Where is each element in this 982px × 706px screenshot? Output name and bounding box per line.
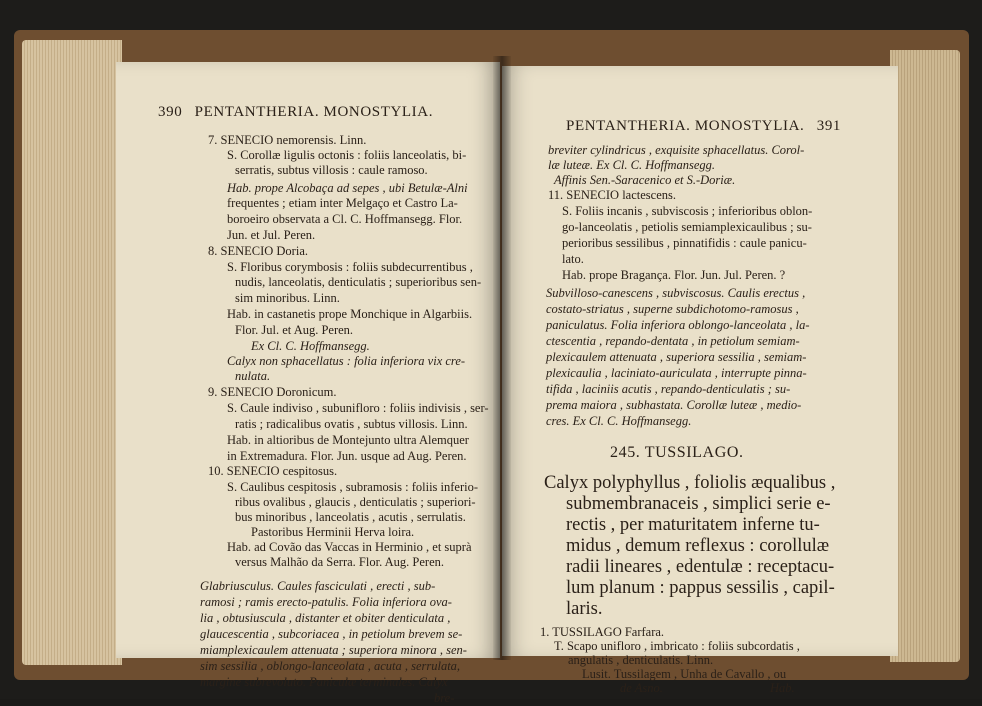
right-running-title: PENTANTHERIA. MONOSTYLIA. <box>566 118 805 134</box>
catchword: bre- <box>434 691 455 705</box>
left-page-header <box>158 104 433 121</box>
text-line: go-lanceolatis , petiolis semiamplexicaulibus ; su- <box>562 220 812 234</box>
text-line: læ luteæ. Ex Cl. C. Hoffmansegg. <box>548 158 716 172</box>
text-line: prema maiora , subhastata. Corollæ luteæ , medio- <box>546 398 802 412</box>
text-line: Affinis Sen.-Saracenico et S.-Doriæ. <box>554 173 736 187</box>
text-line: S. Caulibus cespitosis , subramosis : foliis inferio- <box>227 480 479 494</box>
left-page <box>116 62 500 705</box>
right-page <box>502 66 898 695</box>
left-running-title: PENTANTHERIA. MONOSTYLIA. <box>194 104 434 120</box>
text-line: 10. SENECIO cespitosus. <box>208 464 338 478</box>
text-line: 9. SENECIO Doronicum. <box>208 385 337 399</box>
text-line: breviter cylindricus , exquisite sphacellatus. Corol- <box>548 143 805 157</box>
text-line: Pastoribus Herminii Herva loira. <box>251 525 415 539</box>
genus-description-line: Calyx polyphyllus , foliolis æqualibus , <box>544 473 836 493</box>
text-line: versus Malhão da Serra. Flor. Aug. Peren. <box>235 555 444 569</box>
text-line: plexicaulem attenuata , superiora sessilia , semiam- <box>546 350 807 364</box>
genus-description-line: midus , demum reflexus : corollulæ <box>566 536 830 556</box>
text-line: T. Scapo unifloro , imbricato : foliis subcordatis , <box>554 639 800 653</box>
text-line: ctescentia , repando-dentata , in petiolum semiam- <box>546 334 800 348</box>
text-line: tifida , laciniis acutis , repando-denticulatis ; su- <box>546 382 791 396</box>
text-line: lia , obtusiuscula , distanter et obiter denticulata , <box>200 611 451 625</box>
text-line: margine subrevoluto. Paniculæ terminales. Calyx <box>200 675 448 689</box>
text-line: 11. SENECIO lactescens. <box>548 188 676 202</box>
text-line: sim minoribus. Linn. <box>235 291 340 305</box>
genus-description-line: lum planum : pappus sessilis , capil- <box>566 578 835 598</box>
text-line: ramosi ; ramis erecto-patulis. Folia inferiora ova- <box>200 595 452 609</box>
text-line: S. Corollæ ligulis octonis : foliis lanceolatis, bi- <box>227 148 467 162</box>
text-line: ribus ovalibus , glaucis , denticulatis ; superiori- <box>235 495 476 509</box>
genus-description-line: radii lineares , edentulæ : receptacu- <box>566 557 835 577</box>
text-line: sim sessilia , oblongo-lanceolata , acuta , serrulata, <box>200 659 461 673</box>
text-line: plexicaulia , laciniato-auriculata , interrupte pinna- <box>546 366 807 380</box>
right-page-header <box>566 118 841 135</box>
text-line: frequentes ; etiam inter Melgaço et Castro La- <box>227 196 458 210</box>
text-line: in Extremadura. Flor. Jun. usque ad Aug. Peren. <box>227 449 467 463</box>
text-line: Flor. Jul. et Aug. Peren. <box>235 323 354 337</box>
text-line: miamplexicaulem attenuata ; superiora minora , sen- <box>200 643 467 657</box>
text-line: de Asno. <box>620 681 663 695</box>
text-line: glaucescentia , subcoriacea , in petiolum brevem se- <box>200 627 463 641</box>
text-line: Lusit. Tussilagem , Unha de Cavallo , ou <box>582 667 787 681</box>
text-line: Hab. prope Alcobaça ad sepes , ubi Betulæ-Alni <box>227 181 468 195</box>
text-line: S. Caule indiviso , subunifloro : foliis indivisis , ser- <box>227 401 489 415</box>
text-line: perioribus sessilibus , pinnatifidis : caule panicu- <box>562 236 807 250</box>
text-line: Glabriusculus. Caules fasciculati , erecti , sub- <box>200 579 436 593</box>
genus-description-line: rectis , per maturitatem inferne tu- <box>566 515 820 535</box>
genus-description-line: submembranaceis , simplici serie e- <box>566 494 831 514</box>
text-line: paniculatus. Folia inferiora oblongo-lanceolata , la- <box>546 318 810 332</box>
text-line: ratis ; radicalibus ovatis , subtus villosis. Linn. <box>235 417 468 431</box>
text-line: angulatis , denticulatis. Linn. <box>568 653 714 667</box>
text-line: nudis, lanceolatis, denticulatis ; superioribus sen- <box>235 275 482 289</box>
left-page-edges <box>22 40 122 665</box>
genus-description-line: laris. <box>566 599 603 619</box>
text-line: 7. SENECIO nemorensis. Linn. <box>208 133 367 147</box>
text-line: S. Foliis incanis , subviscosis ; inferioribus oblon- <box>562 204 813 218</box>
text-line: Hab. ad Covão das Vaccas in Herminio , et suprà <box>227 540 472 554</box>
text-line: 1. TUSSILAGO Farfara. <box>540 625 665 639</box>
book-gutter <box>493 56 511 660</box>
text-line: bus minoribus , lanceolatis , acutis , serrulatis. <box>235 510 466 524</box>
left-page-number: 390 <box>158 104 183 120</box>
text-line: Hab. prope Bragança. Flor. Jun. Jul. Peren. ? <box>562 268 786 282</box>
text-line: boroeiro observata a Cl. C. Hoffmansegg. Flor. <box>227 212 463 226</box>
text-line: Subvilloso-canescens , subviscosus. Caulis erectus , <box>546 286 806 300</box>
text-line: cres. Ex Cl. C. Hoffmansegg. <box>546 414 692 428</box>
text-line: 8. SENECIO Doria. <box>208 244 308 258</box>
text-line: Calyx non sphacellatus : folia inferiora vix cre- <box>227 354 466 368</box>
text-line: costato-striatus , superne subdichotomo-ramosus , <box>546 302 799 316</box>
text-line: nulata. <box>235 369 271 383</box>
text-line: S. Floribus corymbosis : foliis subdecurrentibus , <box>227 260 473 274</box>
genus-heading: 245. TUSSILAGO. <box>610 444 744 461</box>
right-page-number: 391 <box>816 118 842 134</box>
text-line: lato. <box>562 252 584 266</box>
catchword: Hab. <box>770 681 795 695</box>
text-line: Hab. in castanetis prope Monchique in Algarbiis. <box>227 307 473 321</box>
text-line: Jun. et Jul. Peren. <box>227 228 316 242</box>
text-line: Hab. in altioribus de Montejunto ultra Alemquer <box>227 433 469 447</box>
right-page-edges <box>890 50 960 662</box>
text-line: serratis, subtus villosis : caule ramoso. <box>235 163 428 177</box>
text-line: Ex Cl. C. Hoffmansegg. <box>251 339 370 353</box>
